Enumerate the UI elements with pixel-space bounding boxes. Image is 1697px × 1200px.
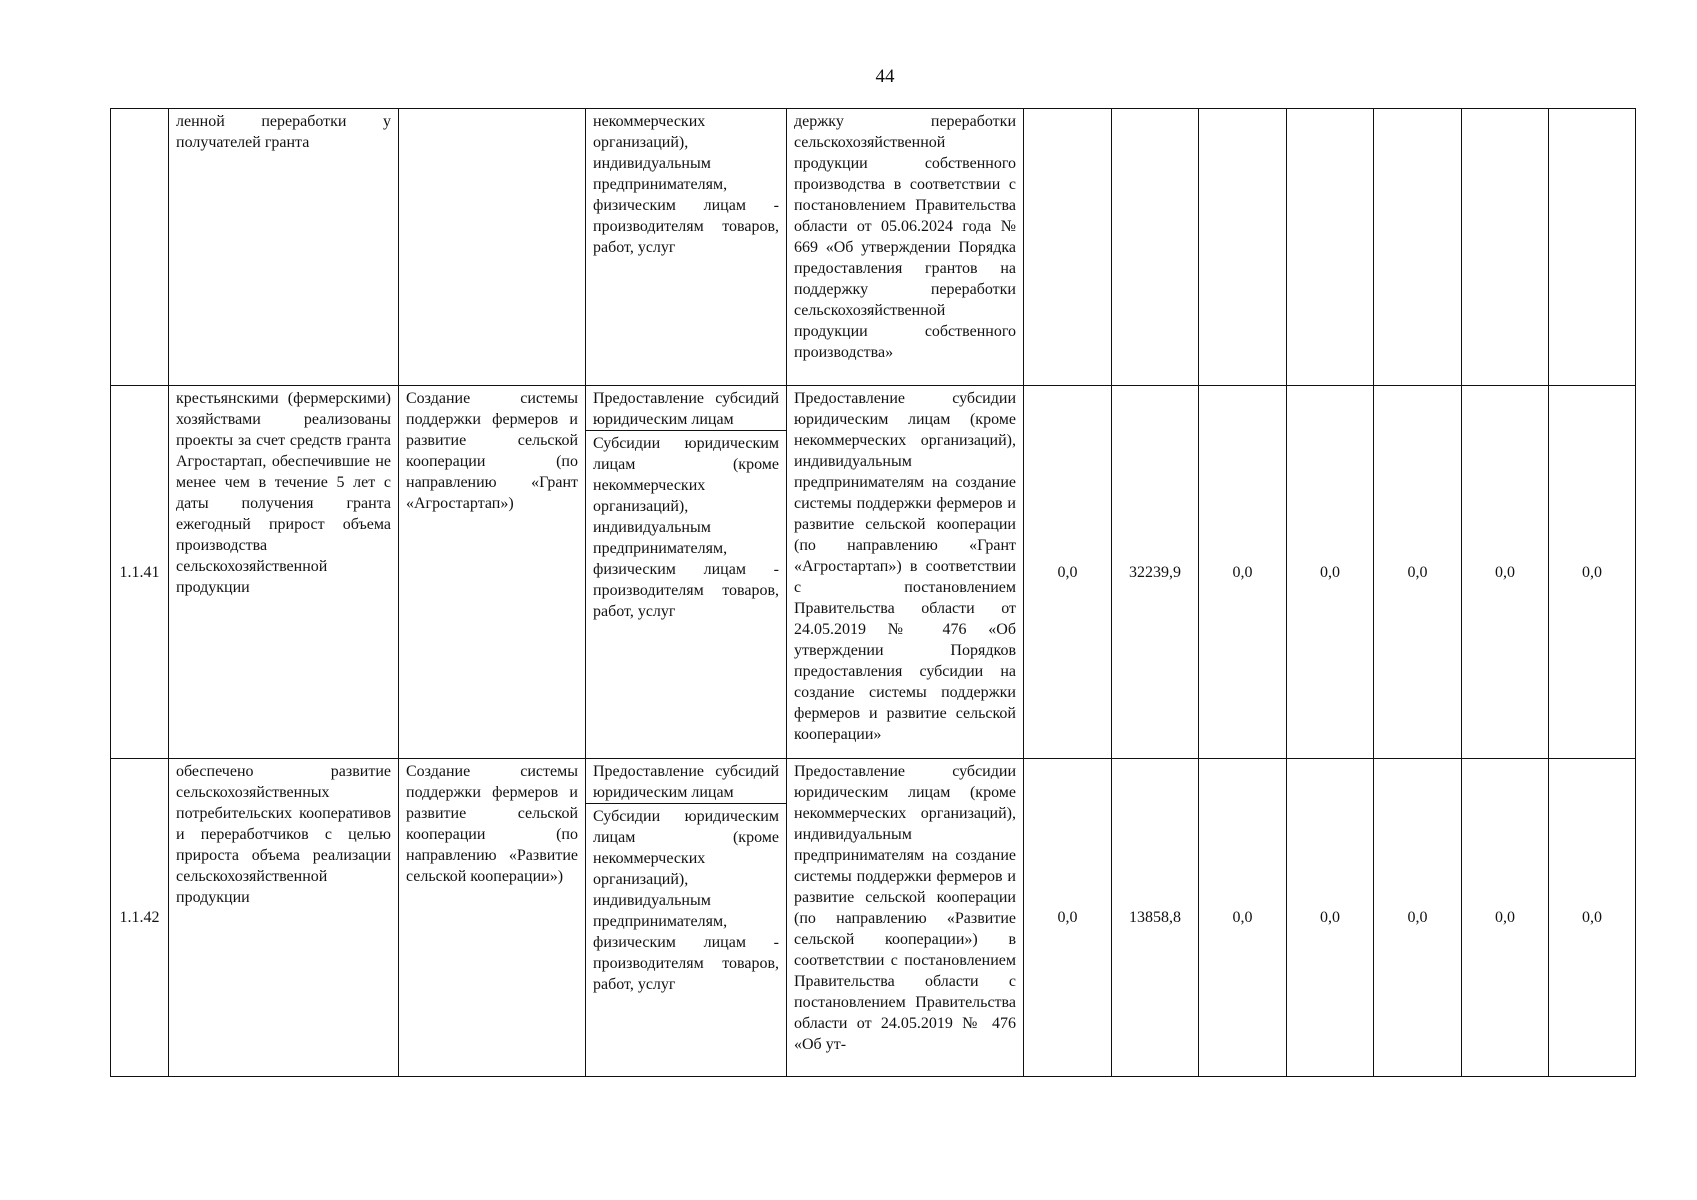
value-cell xyxy=(1024,109,1112,386)
value-cell: 0,0 xyxy=(1199,386,1287,759)
row-code: 1.1.42 xyxy=(111,759,169,1077)
direction-detail: Субсидии юридическим лицам (кроме некоммерческих организаций), индивидуальным предпринимателям, физическим лицам - производителям товаров, работ, услуг xyxy=(593,435,779,620)
row-basis: Предоставление субсидии юридическим лицам (кроме некоммерческих организаций), индивидуальным предпринимателям на создание системы поддержки фермеров и развитие сельской кооперации (по направлению «Развитие сельской кооперации») в соответствии с постановлением Правительства области с постановлением Правительства области от 24.05.2019 № 476 «Об ут- xyxy=(787,759,1024,1077)
row-basis: держку переработки сельскохозяйственной продукции собственного производства в соответствии с постановлением Правительства области от 05.06.2024 года № 669 «Об утверждении Порядка предоставления грантов на поддержку переработки сельскохозяйственной продукции собственного производства» xyxy=(787,109,1024,386)
row-result: крестьянскими (фермерскими) хозяйствами реализованы проекты за счет средств гранта Агростартап, обеспечившие не менее чем в течение 5 лет с даты получения гранта ежегодный прирост объема производства сельскохозяйственной продукции xyxy=(169,386,399,759)
row-direction xyxy=(586,386,787,759)
value-cell: 0,0 xyxy=(1024,759,1112,1077)
value-cell xyxy=(1199,109,1287,386)
value-cell: 0,0 xyxy=(1549,759,1636,1077)
value-cell xyxy=(1374,109,1462,386)
page-number: 44 xyxy=(875,66,895,87)
value-cell: 0,0 xyxy=(1024,386,1112,759)
row-event xyxy=(399,109,586,386)
table-row xyxy=(111,109,1636,386)
value-cell: 0,0 xyxy=(1374,759,1462,1077)
value-cell: 0,0 xyxy=(1462,386,1549,759)
row-event: Создание системы поддержки фермеров и развитие сельской кооперации (по направлению «Грант «Агростартап») xyxy=(399,386,586,759)
row-result: обеспечено развитие сельскохозяйственных потребительских кооперативов и переработчиков с целью прироста объема реализации сельскохозяйственной продукции xyxy=(169,759,399,1077)
row-direction xyxy=(586,759,787,1077)
row-result: ленной переработки у получателей гранта xyxy=(169,109,399,386)
row-code xyxy=(111,109,169,386)
direction-type: Предоставление субсидий юридическим лицам xyxy=(586,386,786,431)
value-cell: 0,0 xyxy=(1287,386,1374,759)
value-cell: 0,0 xyxy=(1374,386,1462,759)
row-basis: Предоставление субсидии юридическим лицам (кроме некоммерческих организаций), индивидуальным предпринимателям на создание системы поддержки фермеров и развитие сельской кооперации (по направлению «Грант «Агростартап») в соответствии с постановлением Правительства области от 24.05.2019 № 476 «Об утверждении Порядков предоставления субсидии на создание системы поддержки фермеров и развитие сельской кооперации» xyxy=(787,386,1024,759)
direction-detail: Субсидии юридическим лицам (кроме некоммерческих организаций), индивидуальным предпринимателям, физическим лицам - производителям товаров, работ, услуг xyxy=(593,808,779,993)
value-cell: 0,0 xyxy=(1199,759,1287,1077)
value-cell: 13858,8 xyxy=(1112,759,1199,1077)
value-cell: 0,0 xyxy=(1549,386,1636,759)
row-event: Создание системы поддержки фермеров и развитие сельской кооперации (по направлению «Развитие сельской кооперации») xyxy=(399,759,586,1077)
value-cell xyxy=(1549,109,1636,386)
row-code: 1.1.41 xyxy=(111,386,169,759)
program-table xyxy=(110,108,1636,1077)
table-row xyxy=(111,386,1636,759)
value-cell: 0,0 xyxy=(1462,759,1549,1077)
value-cell xyxy=(1112,109,1199,386)
row-direction: некоммерческих организаций), индивидуальным предпринимателям, физическим лицам - производителям товаров, работ, услуг xyxy=(586,109,787,386)
value-cell xyxy=(1462,109,1549,386)
value-cell: 32239,9 xyxy=(1112,386,1199,759)
direction-type: Предоставление субсидий юридическим лицам xyxy=(586,759,786,804)
value-cell xyxy=(1287,109,1374,386)
table-row xyxy=(111,759,1636,1077)
value-cell: 0,0 xyxy=(1287,759,1374,1077)
